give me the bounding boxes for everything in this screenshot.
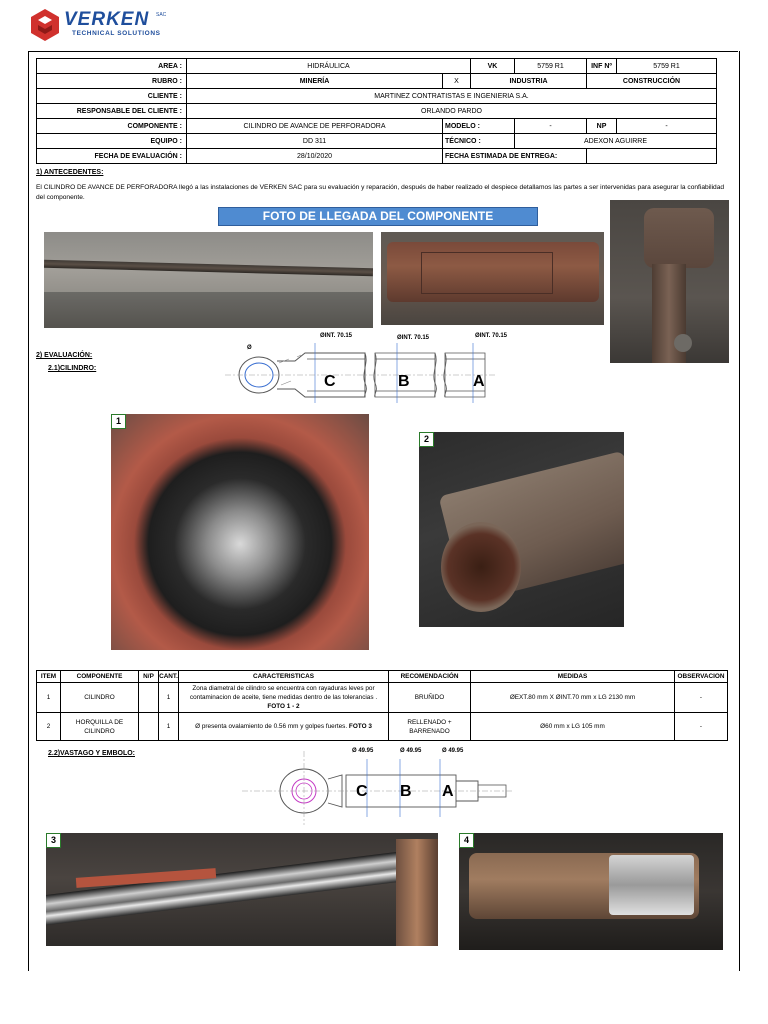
cylinder-diagram — [215, 333, 515, 408]
photo-2-cylinder-end — [419, 432, 624, 627]
table-cell-componente: HORQUILLA DE CILINDRO — [61, 713, 139, 741]
arrival-photo-rod — [44, 232, 373, 328]
col-header-observacion: OBSERVACION — [675, 671, 728, 683]
rod-diagram — [242, 745, 512, 827]
col-header-caracteristicas: CARACTERISTICAS — [179, 671, 389, 683]
modelo-label: MODELO : — [443, 119, 515, 134]
table-cell-observacion: - — [675, 713, 728, 741]
info-table — [36, 58, 717, 164]
vk-value: 5759 R1 — [515, 59, 587, 74]
dim-label-2: ØINT. 70.15 — [397, 335, 430, 341]
company-logo — [28, 8, 188, 42]
table-cell-np — [139, 683, 159, 713]
brand-subtitle: TECHNICAL SOLUTIONS — [72, 30, 161, 37]
photo-1-cylinder-bore — [111, 414, 369, 650]
zone-c: C — [324, 373, 336, 390]
table-cell-np — [139, 713, 159, 741]
table-cell-item: 1 — [37, 683, 61, 713]
col-header-np: N/P — [139, 671, 159, 683]
vastago-subtitle: 2.2)VASTAGO Y EMBOLO: — [48, 750, 135, 757]
cylinder-drawing — [215, 333, 515, 408]
table-cell-observacion: - — [675, 683, 728, 713]
col-header-cant: CANT. — [159, 671, 179, 683]
table-cell-medidas: Ø60 mm x LG 105 mm — [471, 713, 675, 741]
table-cell-recomendacion: RELLENADO + BARRENADO — [389, 713, 471, 741]
car-text: Ø presenta ovalamiento de 0.56 mm y golpes fuertes. — [195, 723, 348, 730]
dim-phi: Ø — [247, 345, 252, 351]
table-cell-recomendacion: BRUÑIDO — [389, 683, 471, 713]
rod-dim-label-1: Ø 49.95 — [352, 748, 374, 754]
cliente-value: MARTINEZ CONTRATISTAS E INGENIERIA S.A. — [187, 89, 717, 104]
industria-option: INDUSTRIA — [471, 74, 587, 89]
arrival-photo-clevis — [610, 200, 729, 363]
componente-label: COMPONENTE : — [37, 119, 187, 134]
tecnico-value: ADEXON AGUIRRE — [515, 134, 717, 149]
car-text: Zona diametral de cilindro se encuentra con rayaduras leves por contaminacion de aceite, tiene medidas dentro de las tolerancias . — [189, 685, 378, 701]
modelo-value: - — [515, 119, 587, 134]
arrival-photo-tube — [381, 232, 604, 325]
brand-name: VERKEN — [64, 9, 150, 30]
logo-mark-icon — [28, 8, 62, 42]
componente-value: CILINDRO DE AVANCE DE PERFORADORA — [187, 119, 443, 134]
table-cell-caracteristicas — [179, 683, 389, 713]
antecedentes-text: El CILINDRO DE AVANCE DE PERFORADORA llegó a las instalaciones de VERKEN SAC para su evaluación y reparación, después de haber realizado el despiece detallamos las partes a ser intervenidas para asegurar la confiabilidad del componente. — [36, 184, 725, 201]
evaluation-table — [36, 670, 728, 741]
fecha-label: FECHA DE EVALUACIÓN : — [37, 149, 187, 164]
photo-4-tag: 4 — [459, 833, 474, 848]
fecha-entrega-label: FECHA ESTIMADA DE ENTREGA: — [443, 149, 587, 164]
inf-label: INF Nº — [587, 59, 617, 74]
table-cell-cant: 1 — [159, 713, 179, 741]
dim-label-3: ØINT. 70.15 — [475, 333, 508, 339]
rubro-value: MINERÍA — [187, 74, 443, 89]
rubro-mark: X — [443, 74, 471, 89]
photo-2-tag: 2 — [419, 432, 434, 447]
area-label: AREA : — [37, 59, 187, 74]
responsable-label: RESPONSABLE DEL CLIENTE : — [37, 104, 187, 119]
equipo-label: EQUIPO : — [37, 134, 187, 149]
fecha-entrega-value — [587, 149, 717, 164]
table-cell-medidas: ØEXT.80 mm X ØINT.70 mm x LG 2130 mm — [471, 683, 675, 713]
brand-suffix: SAC — [156, 12, 167, 18]
col-header-item: ITEM — [37, 671, 61, 683]
col-header-medidas: MEDIDAS — [471, 671, 675, 683]
rod-zone-c: C — [356, 783, 368, 800]
table-cell-caracteristicas — [179, 713, 389, 741]
photo-1-tag: 1 — [111, 414, 126, 429]
col-header-componente: COMPONENTE — [61, 671, 139, 683]
car-photo-ref: FOTO 1 - 2 — [267, 703, 300, 710]
table-cell-cant: 1 — [159, 683, 179, 713]
photo-3-tag: 3 — [46, 833, 61, 848]
antecedentes-title: 1) ANTECEDENTES: — [36, 169, 104, 176]
table-cell-item: 2 — [37, 713, 61, 741]
zone-a: A — [473, 373, 485, 390]
table-cell-componente: CILINDRO — [61, 683, 139, 713]
rod-dim-label-2: Ø 49.95 — [400, 748, 422, 754]
np-value: - — [617, 119, 717, 134]
area-value: HIDRÁULICA — [187, 59, 471, 74]
dim-label-1: ØINT. 70.15 — [320, 333, 353, 339]
cliente-label: CLIENTE : — [37, 89, 187, 104]
evaluacion-title: 2) EVALUACIÓN: — [36, 352, 93, 359]
arrival-photo-banner: FOTO DE LLEGADA DEL COMPONENTE — [218, 207, 538, 226]
fecha-value: 28/10/2020 — [187, 149, 443, 164]
header-rule — [28, 51, 738, 52]
car-photo-ref: FOTO 3 — [348, 723, 372, 730]
vk-label: VK — [471, 59, 515, 74]
zone-b: B — [398, 373, 410, 390]
rod-dim-label-3: Ø 49.95 — [442, 748, 464, 754]
cilindro-subtitle: 2.1)CILINDRO: — [48, 365, 97, 372]
inf-value: 5759 R1 — [617, 59, 717, 74]
col-header-recomendacion: RECOMENDACIÓN — [389, 671, 471, 683]
construccion-option: CONSTRUCCIÓN — [587, 74, 717, 89]
tecnico-label: TÉCNICO : — [443, 134, 515, 149]
rod-zone-b: B — [400, 783, 412, 800]
rod-drawing — [242, 745, 512, 827]
rod-zone-a: A — [442, 783, 454, 800]
np-label: NP — [587, 119, 617, 134]
responsable-value: ORLANDO PARDO — [187, 104, 717, 119]
photo-3-rod-chrome — [46, 833, 438, 946]
photo-4-rod-end — [459, 833, 723, 950]
rubro-label: RUBRO : — [37, 74, 187, 89]
equipo-value: DD 311 — [187, 134, 443, 149]
